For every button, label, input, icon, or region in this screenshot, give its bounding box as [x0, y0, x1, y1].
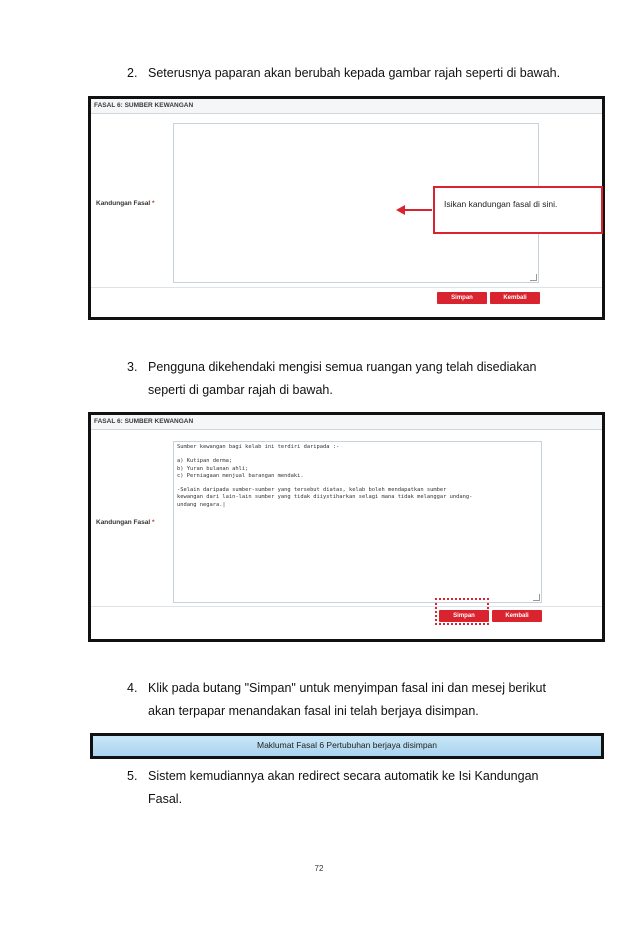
save-button[interactable]: Simpan [437, 292, 487, 304]
step-text: Klik pada butang "Simpan" untuk menyimpan fasal ini dan mesej berikut [148, 681, 546, 695]
form-screenshot-filled [88, 412, 605, 642]
save-button-highlight [435, 598, 489, 625]
field-label-text: Kandungan Fasal [96, 519, 151, 526]
callout-box [433, 186, 603, 234]
divider [91, 606, 602, 607]
required-mark: * [152, 200, 155, 207]
step-text: akan terpapar menandakan fasal ini telah berjaya disimpan. [148, 704, 479, 718]
section-title: FASAL 6: SUMBER KEWANGAN [91, 415, 602, 430]
required-mark: * [152, 519, 155, 526]
success-message-bar [90, 733, 604, 759]
back-button[interactable]: Kembali [490, 292, 540, 304]
resize-grip-icon[interactable] [533, 594, 540, 601]
step-text: Sistem kemudiannya akan redirect secara automatik ke Isi Kandungan [148, 769, 539, 783]
field-label [96, 519, 155, 526]
step-number: 2. [127, 66, 138, 80]
textarea-content: Sumber kewangan bagi kelab ini terdiri daripada :- a) Kutipan derma; b) Yuran bulanan ahli; c) Perniagaan menjual barangan mendaki. -Selain daripada sumber-sumber yang tersebut diatas, kelab boleh mendapatkan sumber kewangan dari lain-lain sumber yang tidak diiystiharkan selagi mana tidak melanggar undang- undang negara.| [177, 444, 473, 508]
callout-text: Isikan kandungan fasal di sini. [444, 199, 558, 209]
section-title: FASAL 6: SUMBER KEWANGAN [91, 99, 602, 114]
step-number: 3. [127, 360, 138, 374]
divider [91, 287, 602, 288]
page-number: 72 [314, 864, 324, 873]
success-message-text: Maklumat Fasal 6 Pertubuhan berjaya disimpan [256, 740, 437, 750]
field-label [96, 200, 155, 207]
field-label-text: Kandungan Fasal [96, 200, 151, 207]
step-text: Pengguna dikehendaki mengisi semua ruangan yang telah disediakan [148, 360, 537, 374]
save-button[interactable]: Simpan [439, 610, 489, 622]
step-number: 4. [127, 681, 138, 695]
step-text: Fasal. [148, 792, 183, 806]
content-textarea[interactable] [173, 441, 542, 603]
callout-arrow [404, 209, 432, 211]
back-button[interactable]: Kembali [492, 610, 542, 622]
step-text: Seterusnya paparan akan berubah kepada gambar rajah seperti di bawah. [148, 66, 561, 80]
arrow-left-icon [396, 205, 405, 215]
step-text: seperti di gambar rajah di bawah. [148, 383, 333, 397]
resize-grip-icon[interactable] [530, 274, 537, 281]
step-number: 5. [127, 769, 138, 783]
